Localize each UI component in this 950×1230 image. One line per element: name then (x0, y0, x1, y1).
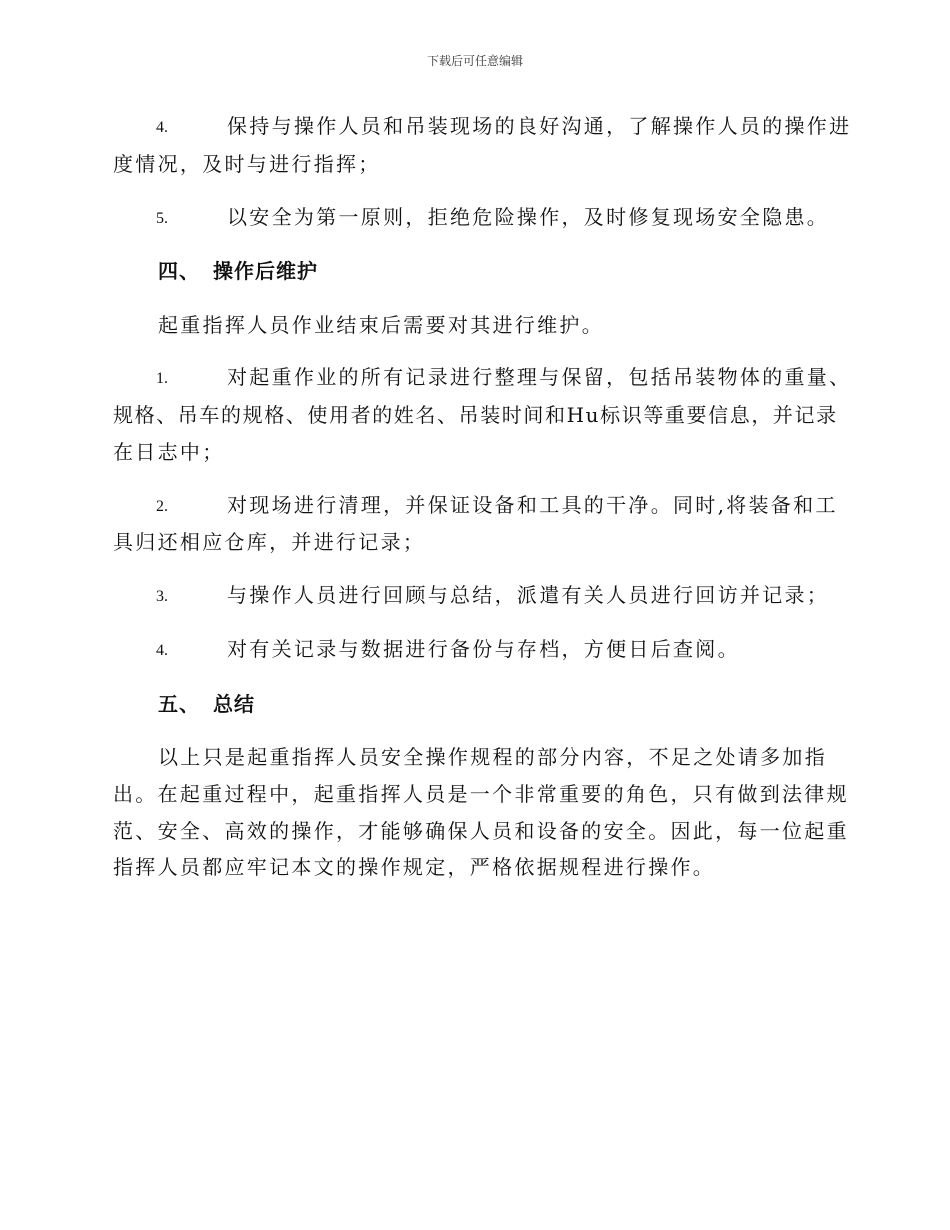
list-item-text: 保持与操作人员和吊装现场的良好沟通，了解操作人员的操作进 (227, 114, 852, 138)
list-item-number: 2. (156, 498, 168, 515)
list-item-number: 4. (156, 642, 168, 659)
list-item-text: 对起重作业的所有记录进行整理与保留，包括吊装物体的重量、 (227, 365, 852, 389)
list-item-text: 对现场进行清理，并保证设备和工具的干净。同时,将装备和工 (227, 493, 838, 517)
list-item-number: 5. (156, 210, 168, 227)
paragraph: 起重指挥人员作业结束后需要对其进行维护。 (158, 313, 604, 337)
page-header: 下载后可任意编辑 (426, 54, 523, 68)
section-title: 总结 (213, 692, 255, 716)
list-item-text: 规格、吊车的规格、使用者的姓名、吊装时间和Hu标识等重要信息，并记录 (113, 403, 838, 427)
list-item-text: 与操作人员进行回顾与总结，派遣有关人员进行回访并记录； (227, 583, 830, 607)
list-item-number: 4. (156, 119, 168, 136)
list-item-text: 具归还相应仓库，并进行记录； (113, 530, 426, 554)
list-item-number: 3. (156, 588, 168, 605)
paragraph-line: 范、安全、高效的操作，才能够确保人员和设备的安全。因此，每一位起重 (113, 819, 849, 843)
paragraph-line: 出。在起重过程中，起重指挥人员是一个非常重要的角色，只有做到法律规 (113, 782, 849, 806)
section-heading (158, 257, 318, 285)
list-item-number: 1. (156, 370, 168, 387)
list-item-text: 在日志中； (113, 440, 225, 464)
section-heading (158, 690, 255, 718)
section-number: 四、 (158, 259, 200, 283)
paragraph-line: 指挥人员都应牢记本文的操作规定，严格依据规程进行操作。 (113, 855, 716, 879)
paragraph-line: 以上只是起重指挥人员安全操作规程的部分内容，不足之处请多加指 (158, 745, 827, 769)
list-item-text: 度情况，及时与进行指挥； (113, 152, 381, 176)
list-item-text: 对有关记录与数据进行备份与存档，方便日后查阅。 (227, 637, 740, 661)
list-item-text: 以安全为第一原则，拒绝危险操作，及时修复现场安全隐患。 (227, 205, 830, 229)
section-title: 操作后维护 (213, 259, 318, 283)
section-number: 五、 (158, 692, 200, 716)
